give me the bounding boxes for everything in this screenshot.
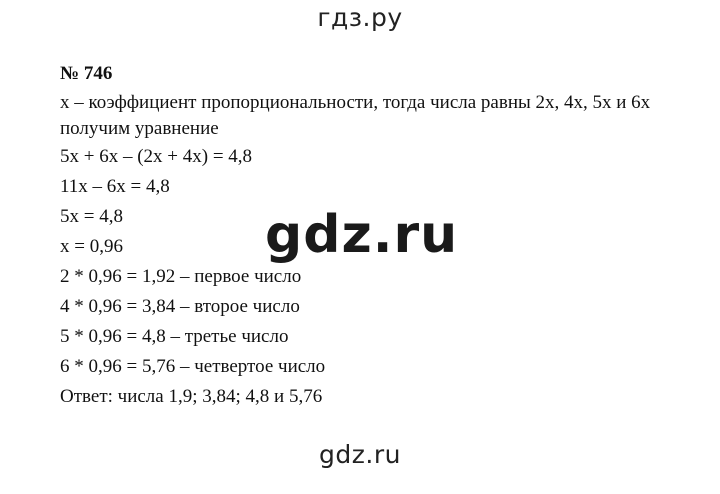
- watermark-center: gdz.ru: [265, 205, 459, 265]
- solution-line-fourth-number: 6 * 0,96 = 5,76 – четвертое число: [60, 356, 326, 377]
- solution-line-simplify: 11x – 6x = 4,8: [60, 176, 170, 197]
- site-header-title: гдз.ру: [317, 3, 403, 32]
- solution-line-first-number: 2 * 0,96 = 1,92 – первое число: [60, 266, 302, 287]
- solution-line-answer: Ответ: числа 1,9; 3,84; 4,8 и 5,76: [60, 386, 323, 407]
- solution-line-x-value: x = 0,96: [60, 236, 123, 257]
- solution-line-third-number: 5 * 0,96 = 4,8 – третье число: [60, 326, 289, 347]
- solution-line-equation-caption: получим уравнение: [60, 118, 219, 139]
- solution-line-intro: x – коэффициент пропорциональности, тогда числа равны 2x, 4x, 5x и 6x: [60, 92, 651, 113]
- solution-line-second-number: 4 * 0,96 = 3,84 – второе число: [60, 296, 300, 317]
- solution-line-5x: 5x = 4,8: [60, 206, 123, 227]
- solution-line-equation: 5x + 6x – (2x + 4x) = 4,8: [60, 146, 253, 167]
- task-number: № 746: [60, 63, 113, 84]
- watermark-footer: gdz.ru: [319, 440, 401, 469]
